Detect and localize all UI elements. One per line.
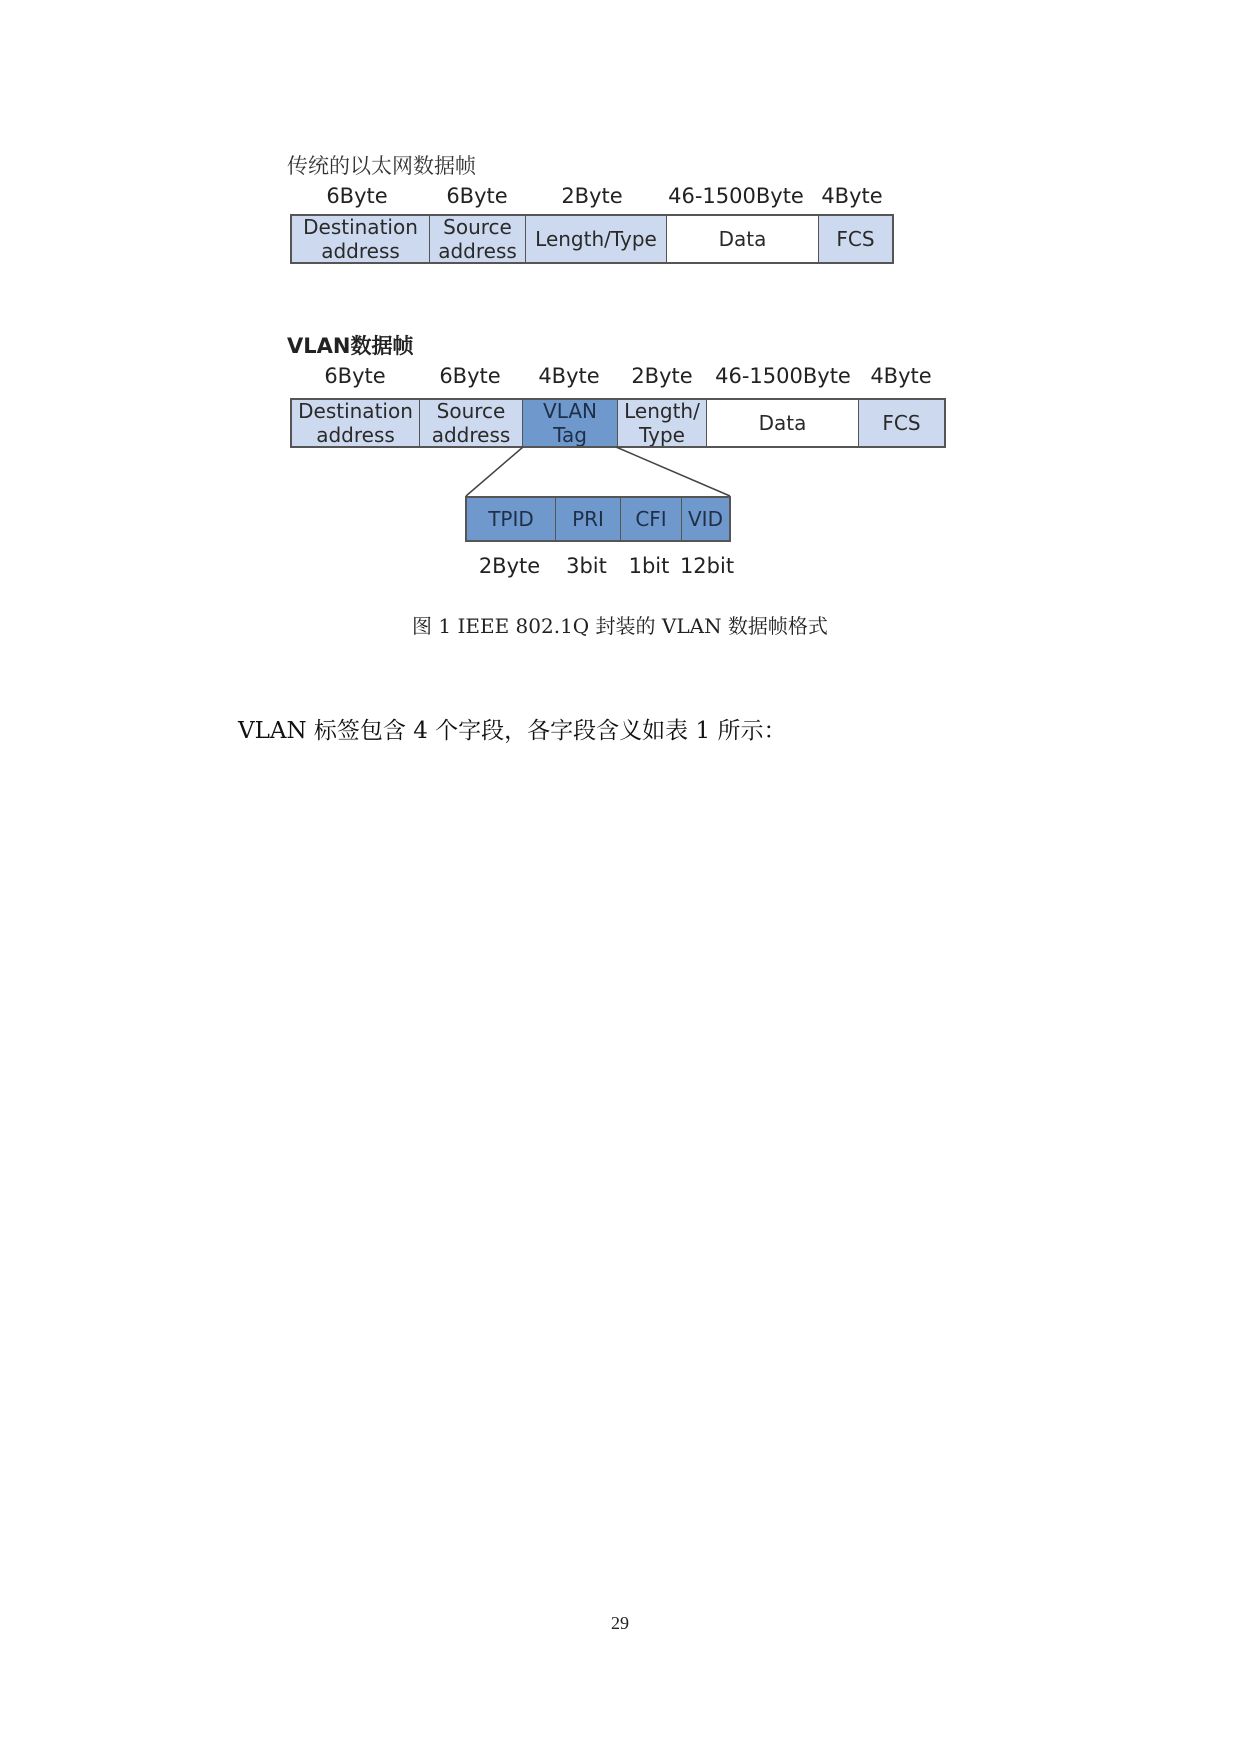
field-source-address: Source address <box>430 216 526 262</box>
field-vlan-tag: VLAN Tag <box>523 400 618 446</box>
figure-caption: 图 1 IEEE 802.1Q 封装的 VLAN 数据帧格式 <box>412 614 828 638</box>
vlan-size-label: 6Byte <box>439 364 501 388</box>
field-length-type: Length/Type <box>526 216 667 262</box>
field-destination-address: Destination address <box>292 216 430 262</box>
traditional-size-label: 2Byte <box>561 184 623 208</box>
tag-size-label: 3bit <box>566 554 607 578</box>
field-length-type: Length/ Type <box>618 400 707 446</box>
expansion-line-right <box>616 447 730 496</box>
traditional-size-label: 46-1500Byte <box>668 184 804 208</box>
vlan-size-label: 4Byte <box>870 364 932 388</box>
field-pri: PRI <box>556 498 621 540</box>
traditional-frame-title: 传统的以太网数据帧 <box>287 154 476 178</box>
vlan-size-label: 46-1500Byte <box>715 364 851 388</box>
field-tpid: TPID <box>467 498 556 540</box>
field-data: Data <box>667 216 819 262</box>
field-data: Data <box>707 400 859 446</box>
body-paragraph: VLAN 标签包含 4 个字段，各字段含义如表 1 所示： <box>238 718 787 744</box>
vlan-size-label: 2Byte <box>631 364 693 388</box>
tag-size-label: 2Byte <box>478 554 541 578</box>
tag-size-label: 12bit <box>679 554 735 578</box>
traditional-size-label: 6Byte <box>446 184 508 208</box>
vlan-frame-title: VLAN数据帧 <box>287 334 414 358</box>
field-destination-address: Destination address <box>292 400 420 446</box>
traditional-size-label: 6Byte <box>326 184 388 208</box>
expansion-line-left <box>466 447 523 496</box>
field-fcs: FCS <box>819 216 892 262</box>
vlan-tag-detail-frame <box>465 496 731 542</box>
field-fcs: FCS <box>859 400 944 446</box>
field-cfi: CFI <box>621 498 682 540</box>
tag-size-label: 1bit <box>628 554 670 578</box>
vlan-size-label: 6Byte <box>324 364 386 388</box>
page-number: 29 <box>611 1613 629 1633</box>
field-vid: VID <box>682 498 729 540</box>
field-source-address: Source address <box>420 400 523 446</box>
vlan-size-label: 4Byte <box>538 364 600 388</box>
traditional-size-label: 4Byte <box>821 184 883 208</box>
